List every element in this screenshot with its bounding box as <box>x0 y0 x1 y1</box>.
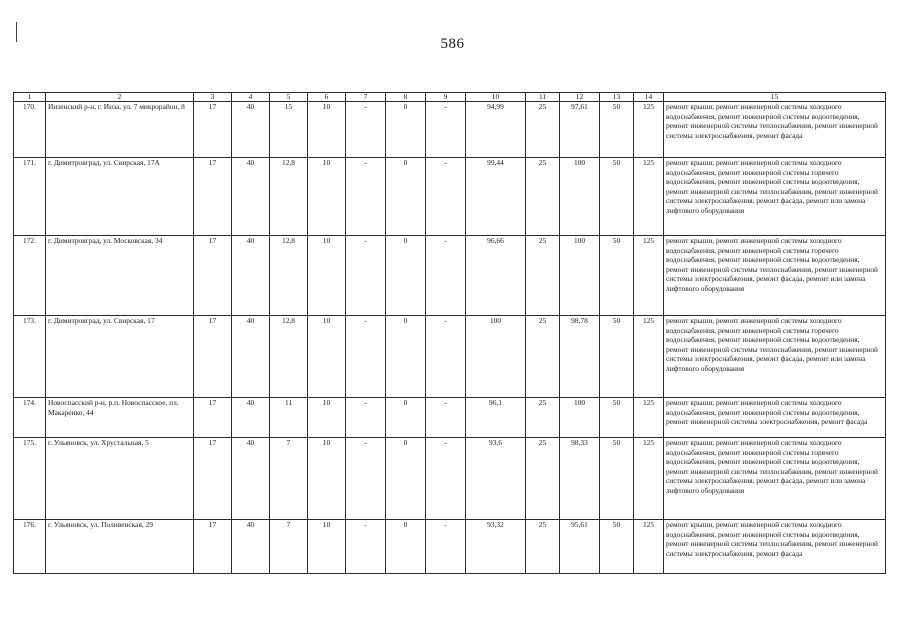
column-header: 14 <box>634 93 664 102</box>
row-number: 171. <box>14 158 46 236</box>
cell-value: 50 <box>600 438 634 520</box>
table-row <box>14 438 886 520</box>
cell-value: 10 <box>308 158 346 236</box>
cell-value: 25 <box>526 236 560 316</box>
cell-value: 10 <box>308 102 346 158</box>
cell-value: 7 <box>270 520 308 574</box>
cell-value: - <box>426 236 466 316</box>
cell-value: 100 <box>560 236 600 316</box>
row-number: 174. <box>14 398 46 438</box>
work-types: ремонт крыши, ремонт инженерной системы холодного водоснабжения, ремонт инженерной системы горячего водоснабжения, ремонт инженерной системы водоотведения, ремонт инженерной системы теплоснабжения, ремонт инженерной системы электроснабжения, ремонт фасада, ремонт или замена лифтового оборудования <box>664 236 886 316</box>
cell-value: 40 <box>232 520 270 574</box>
cell-value: - <box>346 236 386 316</box>
work-types: ремонт крыши, ремонт инженерной системы холодного водоснабжения, ремонт инженерной системы горячего водоснабжения, ремонт инженерной системы водоотведения, ремонт инженерной системы теплоснабжения, ремонт инженерной системы электроснабжения, ремонт фасада, ремонт или замена лифтового оборудования <box>664 158 886 236</box>
cell-value: - <box>426 102 466 158</box>
cell-value: 99,44 <box>466 158 526 236</box>
cell-value: 100 <box>560 158 600 236</box>
cell-value: 100 <box>466 316 526 398</box>
address: г. Ульяновск, ул. Хрустальная, 5 <box>46 438 194 520</box>
work-types: ремонт крыши, ремонт инженерной системы холодного водоснабжения, ремонт инженерной системы водоотведения, ремонт инженерной системы электроснабжения, ремонт фасада <box>664 398 886 438</box>
address: г. Ульяновск, ул. Поливенская, 29 <box>46 520 194 574</box>
cell-value: 7 <box>270 438 308 520</box>
cell-value: 12,8 <box>270 158 308 236</box>
header-row <box>14 93 886 102</box>
cell-value: 125 <box>634 520 664 574</box>
cell-value: 25 <box>526 398 560 438</box>
column-header: 4 <box>232 93 270 102</box>
cell-value: 125 <box>634 158 664 236</box>
page-number: 586 <box>440 36 465 52</box>
cell-value: 17 <box>194 398 232 438</box>
address: г. Димитровград, ул. Московская, 34 <box>46 236 194 316</box>
cell-value: 25 <box>526 158 560 236</box>
cell-value: 50 <box>600 236 634 316</box>
table-row <box>14 158 886 236</box>
cell-value: 40 <box>232 102 270 158</box>
column-header: 6 <box>308 93 346 102</box>
cell-value: 12,8 <box>270 236 308 316</box>
cell-value: 10 <box>308 316 346 398</box>
cell-value: - <box>346 102 386 158</box>
cell-value: 96,1 <box>466 398 526 438</box>
cell-value: 25 <box>526 520 560 574</box>
cell-value: 97,61 <box>560 102 600 158</box>
cell-value: 10 <box>308 236 346 316</box>
cell-value: 17 <box>194 102 232 158</box>
column-header: 2 <box>46 93 194 102</box>
cell-value: 0 <box>386 438 426 520</box>
cell-value: 125 <box>634 398 664 438</box>
cell-value: 125 <box>634 102 664 158</box>
cell-value: 12,8 <box>270 316 308 398</box>
cell-value: 98,78 <box>560 316 600 398</box>
address: г. Димитровград, ул. Свирская, 17А <box>46 158 194 236</box>
column-header: 10 <box>466 93 526 102</box>
cell-value: 0 <box>386 520 426 574</box>
cell-value: 0 <box>386 158 426 236</box>
cell-value: 0 <box>386 398 426 438</box>
cell-value: 10 <box>308 438 346 520</box>
address: г. Димитровград, ул. Свирская, 17 <box>46 316 194 398</box>
cell-value: 17 <box>194 438 232 520</box>
row-number: 175. <box>14 438 46 520</box>
column-header: 11 <box>526 93 560 102</box>
cell-value: 98,33 <box>560 438 600 520</box>
cell-value: - <box>426 316 466 398</box>
column-header: 13 <box>600 93 634 102</box>
cell-value: 100 <box>560 398 600 438</box>
row-number: 176. <box>14 520 46 574</box>
cell-value: 15 <box>270 102 308 158</box>
address: Новоспасский р-н, р.п. Новоспасское, пл. Макаренко, 44 <box>46 398 194 438</box>
cell-value: 50 <box>600 520 634 574</box>
cell-value: 93,32 <box>466 520 526 574</box>
cell-value: - <box>346 398 386 438</box>
column-header: 9 <box>426 93 466 102</box>
cell-value: 10 <box>308 398 346 438</box>
cell-value: 11 <box>270 398 308 438</box>
cell-value: 10 <box>308 520 346 574</box>
table-row <box>14 236 886 316</box>
cell-value: 0 <box>386 316 426 398</box>
cell-value: 125 <box>634 316 664 398</box>
cell-value: 0 <box>386 102 426 158</box>
column-header: 5 <box>270 93 308 102</box>
cell-value: 95,61 <box>560 520 600 574</box>
address: Инзенский р-н, г. Инза, ул. 7 микрорайон, 8 <box>46 102 194 158</box>
cell-value: 40 <box>232 158 270 236</box>
row-number: 172. <box>14 236 46 316</box>
cell-value: 125 <box>634 438 664 520</box>
work-types: ремонт крыши, ремонт инженерной системы холодного водоснабжения, ремонт инженерной системы горячего водоснабжения, ремонт инженерной системы водоотведения, ремонт инженерной системы теплоснабжения, ремонт инженерной системы электроснабжения, ремонт фасада, ремонт или замена лифтового оборудования <box>664 316 886 398</box>
cell-value: - <box>426 520 466 574</box>
column-header: 15 <box>664 93 886 102</box>
column-header: 3 <box>194 93 232 102</box>
column-header: 1 <box>14 93 46 102</box>
cell-value: - <box>346 316 386 398</box>
cell-value: 0 <box>386 236 426 316</box>
column-header: 12 <box>560 93 600 102</box>
table-row <box>14 398 886 438</box>
table-row <box>14 520 886 574</box>
cell-value: 25 <box>526 438 560 520</box>
cell-value: - <box>426 158 466 236</box>
cell-value: 17 <box>194 520 232 574</box>
cell-value: 40 <box>232 236 270 316</box>
cell-value: 40 <box>232 398 270 438</box>
cell-value: 96,66 <box>466 236 526 316</box>
repair-schedule-table <box>13 92 886 574</box>
row-number: 170. <box>14 102 46 158</box>
cell-value: 17 <box>194 236 232 316</box>
cell-value: - <box>426 398 466 438</box>
table-row <box>14 102 886 158</box>
cell-value: 50 <box>600 102 634 158</box>
cell-value: - <box>346 158 386 236</box>
work-types: ремонт крыши, ремонт инженерной системы холодного водоснабжения, ремонт инженерной системы горячего водоснабжения, ремонт инженерной системы водоотведения, ремонт инженерной системы теплоснабжения, ремонт инженерной системы электроснабжения, ремонт фасада, ремонт или замена лифтового оборудования <box>664 438 886 520</box>
cell-value: 94,99 <box>466 102 526 158</box>
row-number: 173. <box>14 316 46 398</box>
cell-value: 50 <box>600 316 634 398</box>
column-header: 7 <box>346 93 386 102</box>
cell-value: - <box>426 438 466 520</box>
cell-value: 93,6 <box>466 438 526 520</box>
work-types: ремонт крыши, ремонт инженерной системы холодного водоснабжения, ремонт инженерной системы водоотведения, ремонт инженерной системы теплоснабжения, ремонт инженерной системы электроснабжения, ремонт фасада <box>664 520 886 574</box>
work-types: ремонт крыши, ремонт инженерной системы холодного водоснабжения, ремонт инженерной системы водоотведения, ремонт инженерной системы теплоснабжения, ремонт инженерной системы электроснабжения, ремонт фасада <box>664 102 886 158</box>
cell-value: 125 <box>634 236 664 316</box>
table-row <box>14 316 886 398</box>
cell-value: - <box>346 520 386 574</box>
cell-value: 40 <box>232 316 270 398</box>
cell-value: 50 <box>600 398 634 438</box>
cell-value: 25 <box>526 102 560 158</box>
cell-value: 17 <box>194 316 232 398</box>
cell-value: 40 <box>232 438 270 520</box>
column-header: 8 <box>386 93 426 102</box>
cell-value: 25 <box>526 316 560 398</box>
cell-value: 50 <box>600 158 634 236</box>
cell-value: 17 <box>194 158 232 236</box>
cell-value: - <box>346 438 386 520</box>
